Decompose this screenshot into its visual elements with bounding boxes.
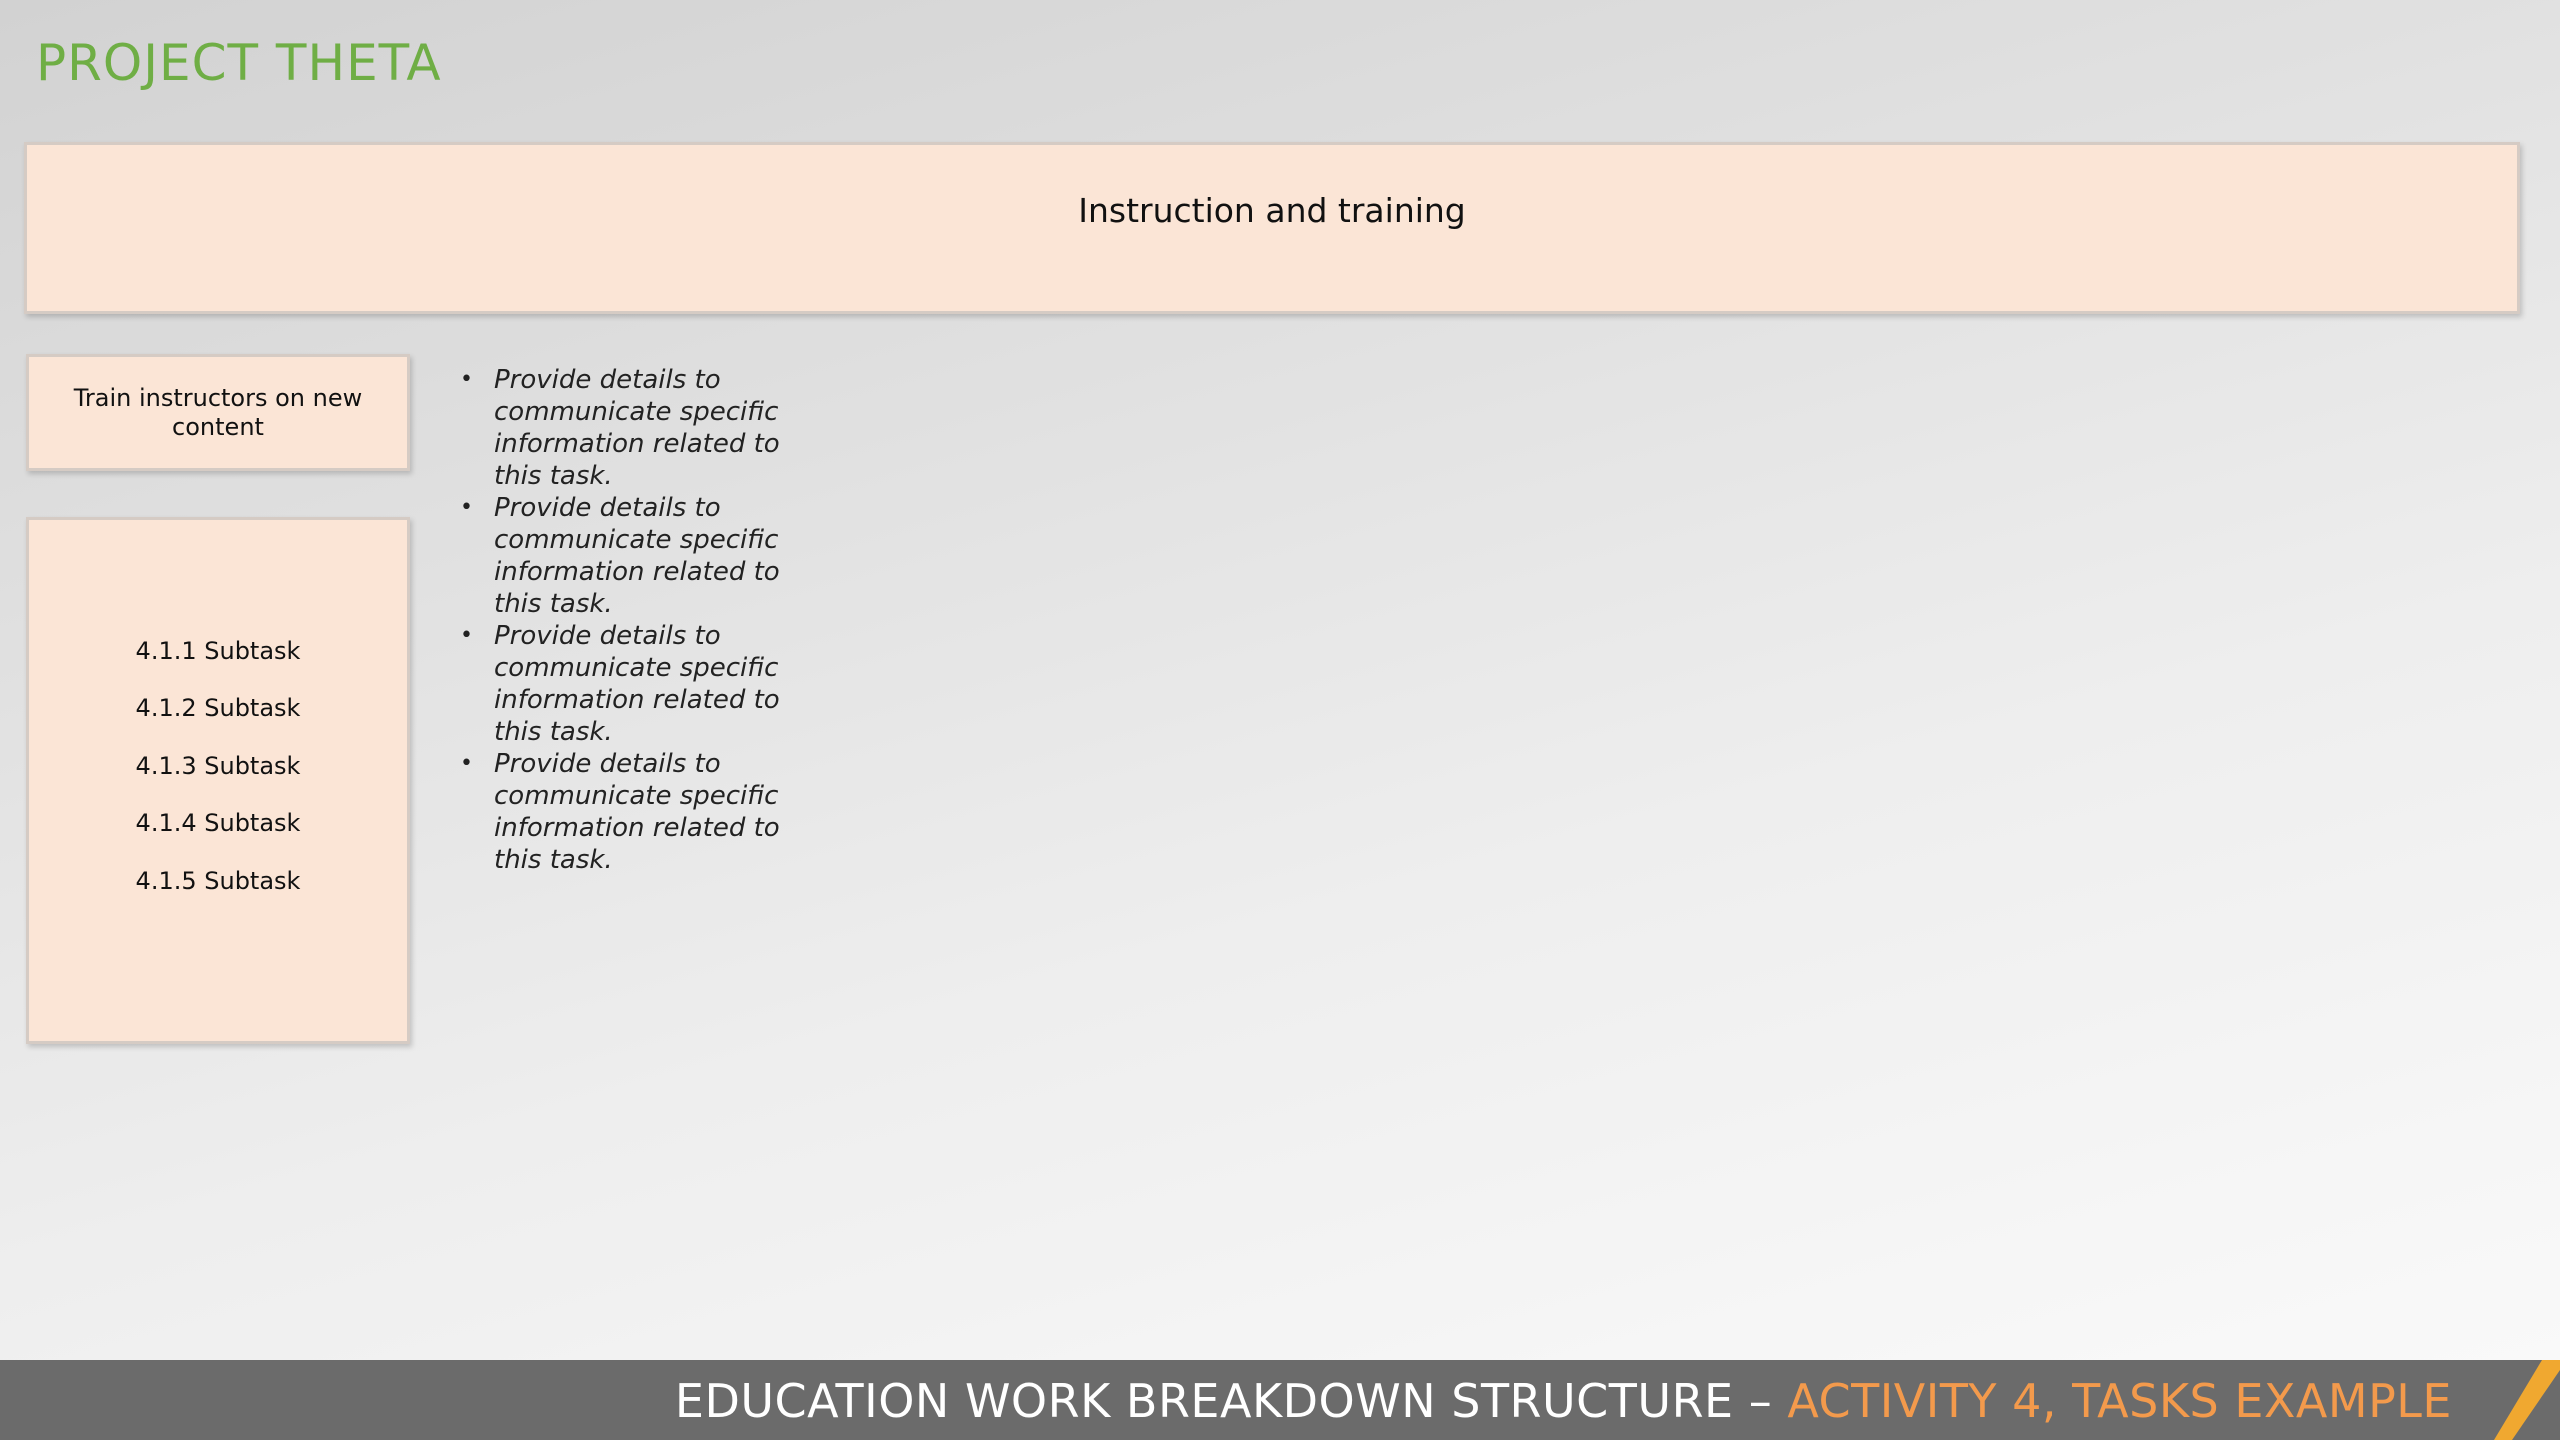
subtask-item: 4.1.3 Subtask (135, 752, 301, 780)
footer-bar (0, 1360, 2560, 1440)
subtask-item: 4.1.4 Subtask (135, 809, 301, 837)
bullet-icon: • (460, 623, 473, 648)
stripe-decoration-icon (2460, 1360, 2560, 1440)
task-details-list (456, 364, 816, 876)
task-detail-text: Provide details to communicate specific information related to this task. (494, 365, 780, 491)
bullet-icon: • (460, 751, 473, 776)
bullet-icon: • (460, 367, 473, 392)
bullet-icon: • (460, 495, 473, 520)
subtask-item: 4.1.1 Subtask (135, 637, 301, 665)
task-label: Train instructors on new content (73, 383, 363, 441)
task-detail-text: Provide details to communicate specific information related to this task. (494, 621, 780, 747)
subtask-list (26, 517, 410, 1044)
subtask-item: 4.1.2 Subtask (135, 694, 301, 722)
task-detail-text: Provide details to communicate specific information related to this task. (494, 749, 780, 875)
task-detail-item (456, 492, 816, 620)
task-detail-item (456, 748, 816, 876)
activity-box (24, 142, 2520, 314)
footer-title-accent: ACTIVITY 4, TASKS EXAMPLE (1787, 1374, 2452, 1428)
task-detail-text: Provide details to communicate specific information related to this task. (494, 493, 780, 619)
task-detail-item (456, 620, 816, 748)
slide-title: PROJECT THETA (36, 34, 442, 92)
activity-label: Instruction and training (1078, 191, 1466, 230)
task-detail-item (456, 364, 816, 492)
footer-title (675, 1374, 2452, 1428)
subtask-item: 4.1.5 Subtask (135, 867, 301, 895)
footer-title-main: EDUCATION WORK BREAKDOWN STRUCTURE – (674, 1374, 1788, 1428)
task-box (26, 354, 410, 471)
